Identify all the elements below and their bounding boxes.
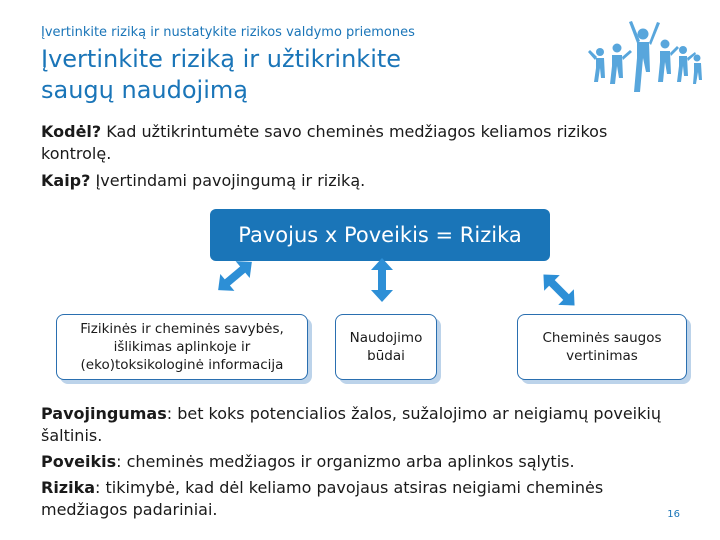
- definition-term: Rizika: [41, 478, 96, 497]
- definitions: [41, 403, 681, 525]
- box-properties: [56, 314, 308, 380]
- double-arrow-icon-left: [205, 250, 265, 302]
- definition-term: Pavojingumas: [41, 404, 167, 423]
- how-text: Įvertindami pavojingumą ir riziką.: [90, 171, 366, 190]
- box-uses-line-1: Naudojimo: [349, 330, 423, 346]
- equation-text: Pavojus x Poveikis = Rizika: [238, 223, 522, 247]
- box-properties-line-3: (eko)toksikologinė informacija: [80, 357, 284, 373]
- why-label: Kodėl?: [41, 122, 102, 141]
- definition-risk: [41, 477, 631, 521]
- box-assessment: [517, 314, 687, 380]
- box-uses-line-2: būdai: [367, 348, 405, 364]
- box-uses: [335, 314, 437, 380]
- intro-why: [41, 121, 661, 165]
- title-line-1: Įvertinkite riziką ir užtikrinkite: [41, 45, 402, 73]
- definition-text: : bet koks potencialios žalos, sužalojimo ar neigiamų poveikių šaltinis.: [41, 404, 661, 445]
- box-properties-line-1: Fizikinės ir cheminės savybės,: [80, 321, 284, 337]
- slide-title: [41, 44, 581, 106]
- page-number: 16: [667, 509, 680, 520]
- intro-how: [41, 170, 661, 192]
- definition-text: : tikimybė, kad dėl keliamo pavojaus atsiras neigiami cheminės medžiagos padariniai.: [41, 478, 604, 519]
- title-line-2: saugų naudojimą: [41, 76, 248, 104]
- why-text: Kad užtikrintumėte savo cheminės medžiagos keliamos rizikos kontrolę.: [41, 122, 608, 163]
- double-arrow-icon-right: [530, 265, 588, 315]
- how-label: Kaip?: [41, 171, 91, 190]
- slide-subtitle: Įvertinkite riziką ir nustatykite rizikos valdymo priemones: [41, 25, 415, 40]
- box-assessment-line-1: Cheminės saugos: [542, 330, 662, 346]
- box-properties-line-2: išlikimas aplinkoje ir: [113, 339, 251, 355]
- definition-exposure: [41, 451, 681, 473]
- definition-term: Poveikis: [41, 452, 117, 471]
- runners-logo-icon: [585, 12, 705, 112]
- definition-text: : cheminės medžiagos ir organizmo arba aplinkos sąlytis.: [116, 452, 575, 471]
- double-arrow-icon-center: [364, 254, 400, 306]
- box-assessment-line-2: vertinimas: [566, 348, 638, 364]
- definition-hazard: [41, 403, 681, 447]
